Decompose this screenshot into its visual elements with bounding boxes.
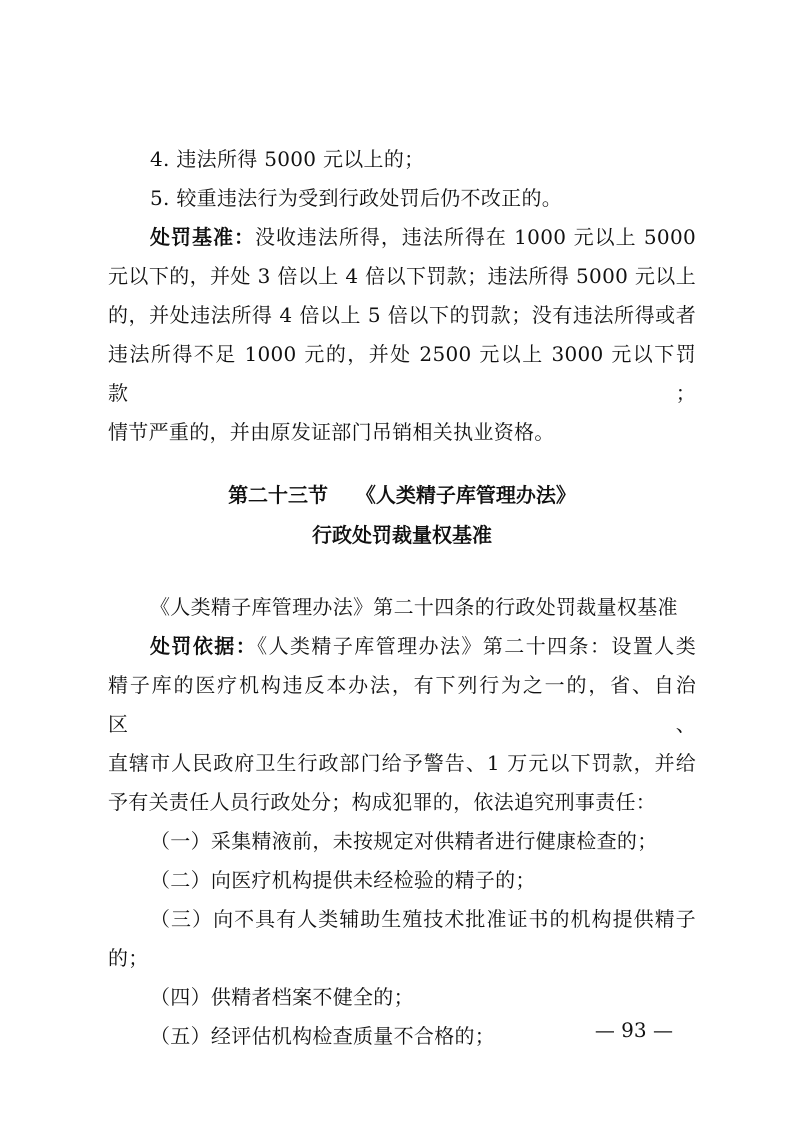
penalty-basis-text: 《人类精子库管理办法》第二十四条：设置人类: [257, 634, 696, 658]
list-item-5: 5. 较重违法行为受到行政处罚后仍不改正的。: [150, 186, 563, 210]
penalty-basis-paragraph-line-4: 予有关责任人员行政处分；构成犯罪的，依法追究刑事责任：: [108, 790, 657, 814]
penalty-standard-paragraph-line-3: 的，并处违法所得 4 倍以上 5 倍以下的罚款；没有违法所得或者: [108, 303, 696, 327]
penalty-standard-label: 处罚基准：: [150, 225, 255, 249]
clause-item-3-line-1: （三）向不具有人类辅助生殖技术批准证书的机构提供精子: [150, 907, 696, 931]
penalty-standard-paragraph-line-2: 元以下的，并处 3 倍以上 4 倍以下罚款；违法所得 5000 元以上: [108, 264, 696, 288]
penalty-basis-label: 处罚依据：: [150, 634, 258, 658]
clause-item-2: （二）向医疗机构提供未经检验的精子的；: [150, 868, 536, 892]
clause-item-3-line-2: 的；: [108, 946, 149, 970]
penalty-standard-paragraph-line-1: [108, 218, 696, 257]
list-item-4: 4. 违法所得 5000 元以上的；: [150, 147, 425, 171]
penalty-standard-text: 没收违法所得，违法所得在 1000 元以上 5000: [254, 225, 697, 249]
penalty-standard-paragraph-line-5: 情节严重的，并由原发证部门吊销相关执业资格。: [108, 420, 555, 444]
section-subtitle: 《人类精子库管理办法》第二十四条的行政处罚裁量权基准: [150, 595, 678, 619]
clause-item-4: （四）供精者档案不健全的；: [150, 985, 414, 1009]
clause-item-5: （五）经评估机构检查质量不合格的；: [150, 1024, 496, 1048]
penalty-basis-paragraph-line-2: 精子库的医疗机构违反本办法，有下列行为之一的，省、自治区、: [108, 673, 696, 736]
penalty-standard-paragraph-line-4: 违法所得不足 1000 元的，并处 2500 元以上 3000 元以下罚款；: [108, 342, 696, 405]
penalty-basis-paragraph-line-3: 直辖市人民政府卫生行政部门给予警告、1 万元以下罚款，并给: [108, 751, 696, 775]
penalty-basis-paragraph-line-1: [108, 627, 696, 666]
document-page: [108, 140, 696, 1056]
section-heading-line-2: 行政处罚裁量权基准: [312, 523, 492, 547]
clause-item-1: （一）采集精液前，未按规定对供精者进行健康检查的；: [150, 829, 658, 853]
page-number: — 93 —: [594, 1018, 673, 1042]
section-heading-line-1: 第二十三节 《人类精子库管理办法》: [228, 483, 576, 507]
